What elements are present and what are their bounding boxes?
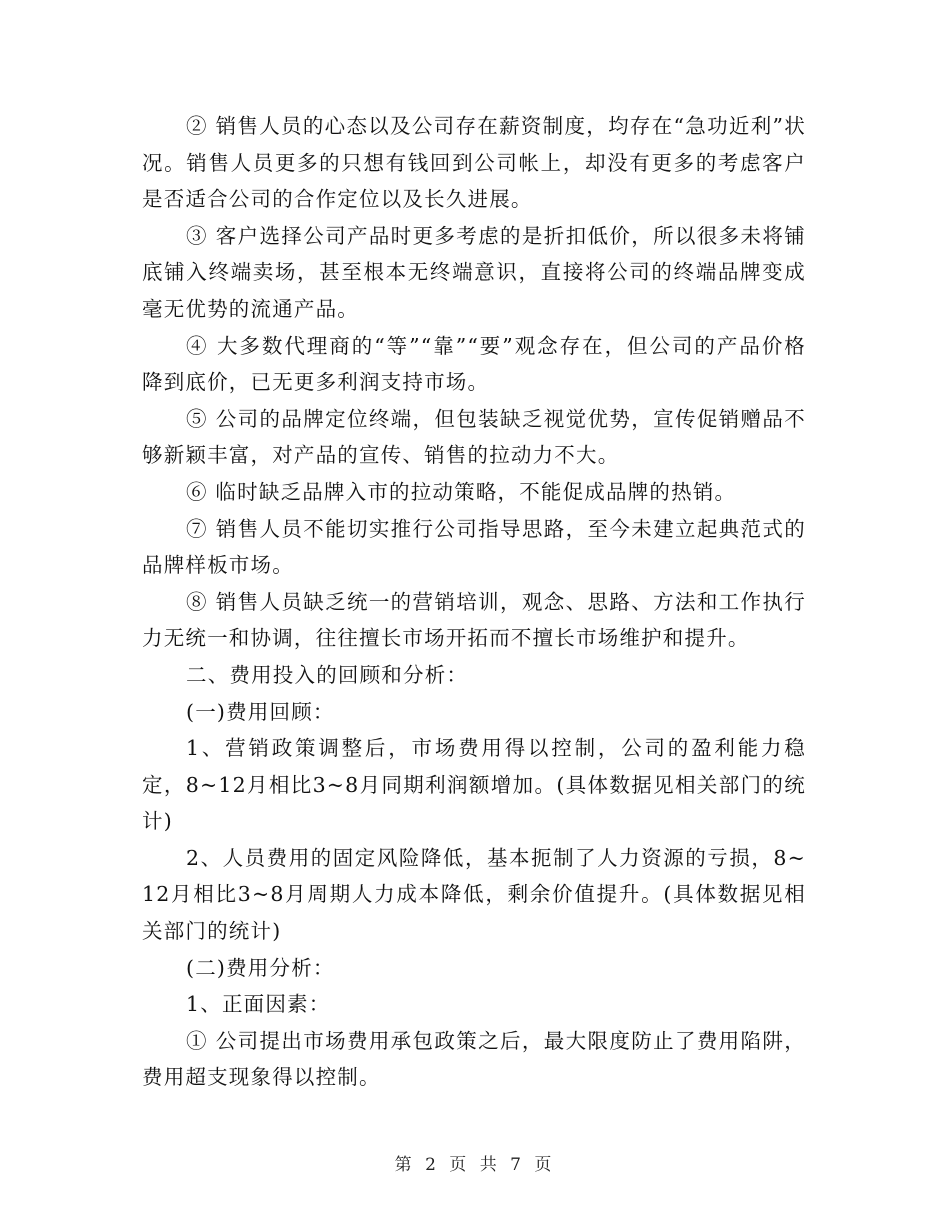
paragraph-market-strategy: ⑥ 临时缺乏品牌入市的拉动策略，不能促成品牌的热销。 (186, 479, 737, 504)
paragraph-cost-control: ① 公司提出市场费用承包政策之后，最大限度防止了费用陷阱，费用超支现象得以控制。 (142, 1028, 806, 1090)
heading-positive-factors: 1、正面因素： (186, 992, 331, 1017)
paragraph-sales-mindset: ② 销售人员的心态以及公司存在薪资制度，均存在“急功近利”状况。销售人员更多的只想有钱回到公司帐上，却没有更多的考虑客户是否适合公司的合作定位以及长久进展。 (142, 114, 806, 212)
subsection-heading-cost-analysis: (二)费用分析： (186, 955, 335, 980)
paragraph-agent-attitude: ④ 大多数代理商的“等”“靠”“要”观念存在，但公司的产品价格降到底价，已无更多利润支持市场。 (142, 333, 806, 395)
subsection-heading-cost-review: (一)费用回顾： (186, 699, 335, 724)
paragraph-sample-market: ⑦ 销售人员不能切实推行公司指导思路，至今未建立起典范式的品牌样板市场。 (142, 516, 806, 578)
paragraph-brand-packaging: ⑤ 公司的品牌定位终端，但包装缺乏视觉优势，宣传促销赠品不够新颖丰富，对产品的宣传、销售的拉动力不大。 (142, 406, 806, 468)
paragraph-personnel-cost: 2、人员费用的固定风险降低，基本扼制了人力资源的亏损，8~12月相比3~8月周期人力成本降低，剩余价值提升。(具体数据见相关部门的统计) (142, 845, 806, 944)
paragraph-customer-discount: ③ 客户选择公司产品时更多考虑的是折扣低价，所以很多未将铺底铺入终端卖场，甚至根本无终端意识，直接将公司的终端品牌变成毫无优势的流通产品。 (142, 223, 806, 321)
section-heading-cost-review: 二、费用投入的回顾和分析： (186, 662, 469, 687)
paragraph-sales-training: ⑧ 销售人员缺乏统一的营销培训，观念、思路、方法和工作执行力无统一和协调，往往擅长市场开拓而不擅长市场维护和提升。 (142, 589, 806, 651)
document-body (142, 108, 806, 1096)
paragraph-marketing-policy: 1、营销政策调整后，市场费用得以控制，公司的盈利能力稳定，8~12月相比3~8月同期利润额增加。(具体数据见相关部门的统计) (142, 736, 806, 834)
page-number-footer: 第 2 页 共 7 页 (394, 1155, 556, 1175)
